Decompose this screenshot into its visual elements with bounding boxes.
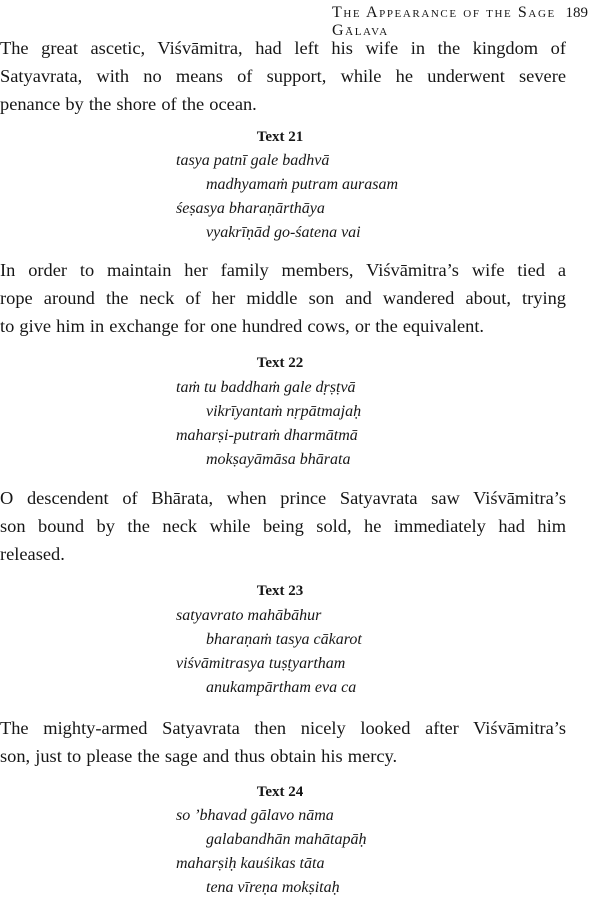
paragraph-line: son bound by the neck while being sold, he immediately had him bbox=[0, 516, 566, 536]
verse-line: vikrīyantaṁ nṛpātmajaḥ bbox=[206, 403, 362, 420]
text-22-heading: Text 22 bbox=[256, 355, 304, 371]
verse-line: bharaṇaṁ tasya cākarot bbox=[206, 631, 362, 648]
paragraph-line: son, just to please the sage and thus obtain his mercy. bbox=[0, 746, 398, 766]
verse-line: tasya patnī gale badhvā bbox=[176, 152, 330, 169]
verse-line: so ’bhavad gālavo nāma bbox=[176, 807, 334, 824]
text-24-verse bbox=[176, 804, 366, 900]
paragraph-line: released. bbox=[0, 544, 65, 564]
running-title: The Appearance of the Sage Gālava bbox=[332, 4, 556, 39]
intro-paragraph bbox=[0, 34, 566, 118]
text-21-verse bbox=[176, 149, 398, 245]
paragraph-line: In order to maintain her family members, Viśvāmitra’s wife tied a bbox=[0, 260, 566, 280]
text-22-verse bbox=[176, 376, 361, 472]
text-23-heading: Text 23 bbox=[256, 583, 304, 599]
verse-line: madhyamaṁ putram aurasam bbox=[206, 176, 398, 193]
verse-line: anukampārtham eva ca bbox=[206, 679, 357, 696]
text-21-translation bbox=[0, 256, 566, 340]
verse-line: maharṣiḥ kauśikas tāta bbox=[176, 855, 325, 872]
paragraph-line: to give him in exchange for one hundred cows, or the equivalent. bbox=[0, 316, 485, 336]
verse-line: maharṣi-putraṁ dharmātmā bbox=[176, 427, 358, 444]
text-24-heading: Text 24 bbox=[256, 784, 304, 800]
paragraph-line: O descendent of Bhārata, when prince Satyavrata saw Viśvāmitra’s bbox=[0, 488, 566, 508]
text-23-translation bbox=[0, 714, 566, 770]
text-23-verse bbox=[176, 604, 362, 700]
verse-line: taṁ tu baddhaṁ gale dṛṣṭvā bbox=[176, 379, 356, 396]
verse-line: viśvāmitrasya tuṣṭyartham bbox=[176, 655, 346, 672]
page-number: 189 bbox=[565, 5, 588, 21]
verse-line: vyakrīṇād go-śatena vai bbox=[206, 224, 361, 241]
paragraph-line: rope around the neck of her middle son and wandered about, trying bbox=[0, 288, 566, 308]
verse-line: tena vīreṇa mokṣitaḥ bbox=[206, 879, 340, 896]
text-21-heading: Text 21 bbox=[256, 129, 304, 145]
paragraph-line: The mighty-armed Satyavrata then nicely looked after Viśvāmitra’s bbox=[0, 718, 566, 738]
paragraph-line: penance by the shore of the ocean. bbox=[0, 94, 257, 114]
verse-line: mokṣayāmāsa bhārata bbox=[206, 451, 351, 468]
text-22-translation bbox=[0, 484, 566, 568]
paragraph-line: The great ascetic, Viśvāmitra, had left his wife in the kingdom of bbox=[0, 38, 566, 58]
verse-line: śeṣasya bharaṇārthāya bbox=[176, 200, 325, 217]
verse-line: satyavrato mahābāhur bbox=[176, 607, 322, 624]
running-head bbox=[332, 4, 588, 39]
verse-line: galabandhān mahātapāḥ bbox=[206, 831, 367, 848]
paragraph-line: Satyavrata, with no means of support, while he underwent severe bbox=[0, 66, 566, 86]
